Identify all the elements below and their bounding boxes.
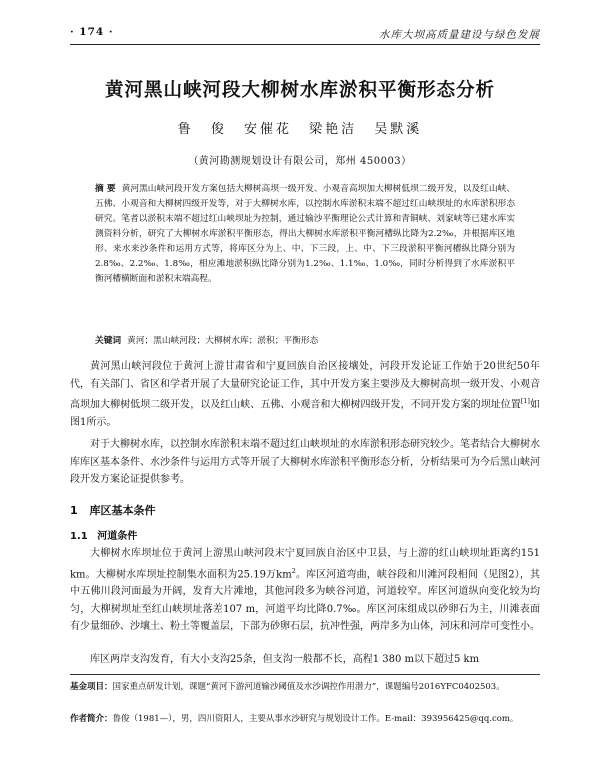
keywords (95, 334, 515, 348)
tributary-paragraph: 库区两岸支沟发育，有大小支沟25条，但支沟一般都不长，高程1 380 m以下超过5 km (90, 654, 480, 665)
fund-text: 国家重点研发计划，课题“黄河下游河道输沙阈值及水沙调控作用潜力”，课题编号2016YFC0402503。 (112, 682, 505, 692)
page-number: · 174 · (70, 26, 114, 38)
fund-label: 基金项目： (70, 682, 113, 692)
author-footnote (70, 712, 540, 726)
intro-paragraph-1 (70, 358, 540, 431)
abstract-label: 摘 要 (95, 184, 116, 194)
paragraph-text: 大柳树水库坝址位于黄河上游黑山峡河段末宁夏回族自治区中卫县，与上游的红山峡坝址距离约151 km。大柳树水库坝址控制集水面积为25.19万km (70, 548, 540, 580)
running-header (70, 26, 540, 45)
keywords-text: 黄河；黑山峡河段；大柳树水库；淤积；平衡形态 (127, 336, 319, 346)
river-paragraph (70, 545, 540, 636)
abstract (95, 182, 515, 287)
running-title: 水库大坝高质量建设与绿色发展 (379, 29, 540, 41)
intro-paragraph-2: 对于大柳树水库，以控制水库淤积末端不超过红山峡坝址的水库淤积形态研究较少。笔者结合大柳树水库库区基本条件、水沙条件与运用方式等开展了大柳树水库淤积平衡形态分析，分析结果可为今后黑山峡河段开发方案论证提供参考。 (70, 439, 540, 485)
subsection-heading: 1.1 河道条件 (70, 531, 138, 542)
paragraph-text: 黄河黑山峡河段位于黄河上游甘肃省和宁夏回族自治区接壤处，河段开发论证工作始于20世纪50年代，有关部门、省区和学者开展了大量研究论证工作，其中开发方案主要涉及大柳树高坝一级开发、小观音高坝加大柳树低坝二级开发，以及红山峡、五佛、小观音和大柳树四级开发，不同开发方案的坝址位置 (70, 361, 540, 411)
paragraph-text-end: 如图1所示。 (70, 399, 541, 428)
affiliation: （黄河勘测规划设计有限公司，郑州 450003） (188, 156, 412, 167)
footnote-rule (70, 674, 540, 675)
section-heading: 1 库区基本条件 (70, 504, 156, 517)
paper-title: 黄河黑山峡河段大柳树水库淤积平衡形态分析 (104, 80, 495, 101)
citation-ref: [1] (520, 397, 530, 405)
author-list: 鲁 俊 安催花 梁艳洁 吴默溪 (177, 122, 423, 137)
fund-footnote (70, 680, 540, 694)
keywords-label: 关键词 (95, 336, 122, 346)
abstract-text: 黄河黑山峡河段开发方案包括大柳树高坝一级开发、小观音高坝加大柳树低坝二级开发，以及红山峡、五佛、小观音和大柳树四级开发等，对于大柳树水库，以控制水库淤积末端不超过红山峡坝址的水库淤积形态研究。笔者以淤积末端不超过红山峡坝址为控制，通过输沙平衡理论公式计算和青铜峡、刘家峡等已建水库实测资料分析，研究了大柳树水库淤积平衡形态，得出大柳树水库淤积平衡河槽纵比降为2.2‰，并根据库区地形、来水来沙条件和运用方式等，将库区分为上、中、下三段，上、中、下三段淤积平衡河槽纵比降分别为2.8‰、2.2‰、1.8‰，相应滩地淤积纵比降分别为1.2‰、1.1‰、1.0‰，同时分析得到了水库淤积平衡河槽横断面和淤积末端高程。 (95, 184, 516, 284)
unit-superscript: 2 (291, 566, 296, 575)
author-bio-text: 鲁俊（1981—），男，四川资阳人，主要从事水沙研究与规划设计工作。E-mail：393956425@qq.com。 (112, 714, 519, 724)
author-bio-label: 作者简介： (70, 714, 113, 724)
paragraph-text-cont: 。库区河道弯曲，峡谷段和川滩河段相间（见图2），其中五佛川段河面最为开阔，发育大片滩地，其他河段多为峡谷河道，河道较窄。库区河道纵向变化较为均匀，大柳树坝址至红山峡坝址落差107 m，河道平均比降0.7‰。库区河床组成以砂卵石为主，川滩表面有少量细砂、沙壤土、粉土等覆盖层，下部为砂卵石层，抗冲性强，两岸多为山体，河床和河岸可变性小。 (70, 568, 540, 633)
